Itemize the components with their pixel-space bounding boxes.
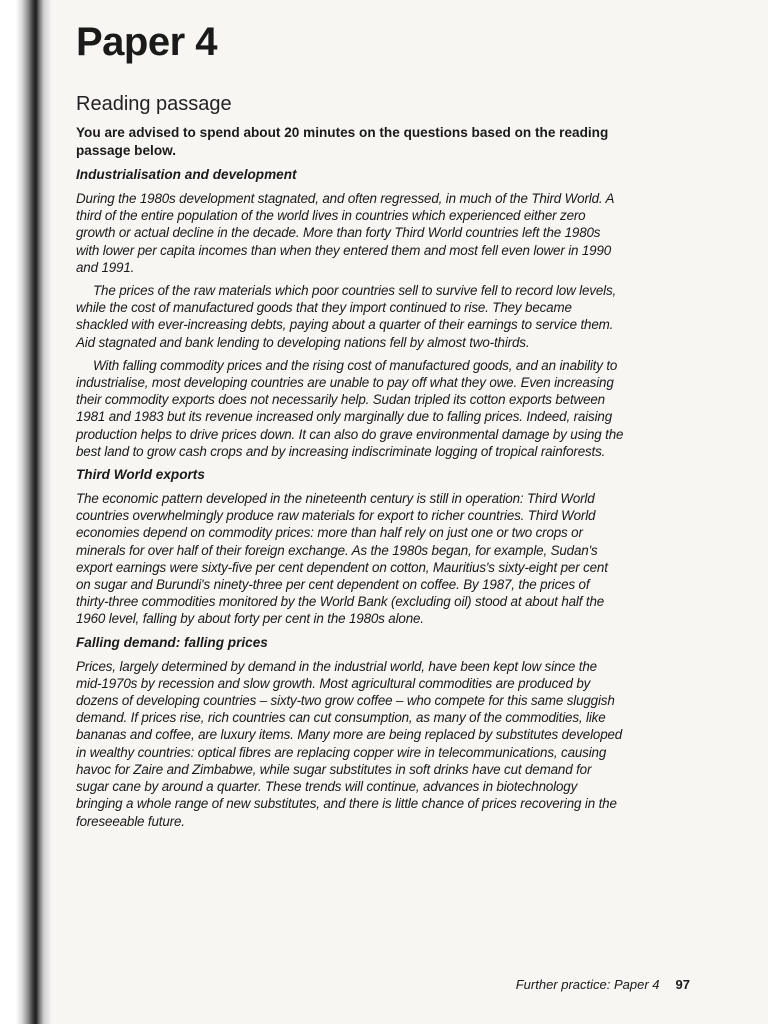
paragraph: The prices of the raw materials which poor countries sell to survive fell to record low levels, while the cost of manufactured goods that they import continued to rise. They became shackled with ever-increasing debts, paying about a quarter of their earnings to service them. Aid stagnated and bank lending to developing nations fell by almost two-thirds. [76,283,617,350]
footer-text: Further practice: Paper 4 [515,977,660,992]
section-industrialisation [76,166,624,460]
section-falling-demand [76,634,624,830]
section-third-world-exports [76,466,624,628]
page-footer [430,976,690,994]
section-title: Reading passage [76,93,232,115]
sub-heading: Third World exports [76,467,205,483]
sub-heading: Industrialisation and development [76,167,297,182]
instruction-text: You are advised to spend about 20 minutes on the questions based on the reading passage below. [76,125,609,158]
sub-heading: Falling demand: falling prices [76,634,268,650]
paragraph: During the 1980s development stagnated, and often regressed, in much of the Third World. A third of the entire population of the world lives in countries which experienced either zero growth or actual decline in the decade. More than forty Third World countries left the 1980s with lower per capita incomes than when they entered them and most fell even lower in 1990 and 1991. [76,191,614,275]
page-content [76,14,624,830]
paragraph: The economic pattern developed in the nineteenth century is still in operation: Third World countries overwhelmingly produce raw materials for export to richer countries. Third World economies depend on commodity prices: more than half rely on just one or two crops or minerals for over half of their foreign exchange. As the 1980s began, for example, Sudan's export earnings were sixty-five per cent dependent on cotton, Mauritius's sixty-eight per cent on sugar and Burundi's ninety-three per cent dependent on coffee. By 1987, the prices of thirty-three commodities monitored by the World Bank (excluding oil) stood at about half the 1960 level, falling by about forty per cent in the 1980s alone. [76,491,608,627]
book-spine-shadow [0,0,52,1024]
paragraph: Prices, largely determined by demand in the industrial world, have been kept low since the mid-1970s by recession and slow growth. Most agricultural commodities are produced by dozens of developing countries – sixty-two grow coffee – who compete for this same sluggish demand. If prices rise, rich countries can cut consumption, as many of the commodities, like bananas and coffee, are luxury items. Many more are being replaced by substitutes developed in wealthy countries: optical fibres are replacing copper wire in telecommunications, causing havoc for Zaire and Zimbabwe, while sugar substitutes in soft drinks have cut demand for sugar cane by around a quarter. These trends will continue, advances in biotechnology bringing a whole range of new substitutes, and there is little chance of prices recovering in the foreseeable future. [76,658,623,829]
page-number: 97 [675,977,690,992]
paper-title: Paper 4 [76,20,218,64]
paragraph: With falling commodity prices and the rising cost of manufactured goods, and an inability to industrialise, most developing countries are unable to pay off what they owe. Even increasing their commodity exports does not necessarily help. Sudan tripled its cotton exports between 1981 and 1983 but its revenue increased only marginally due to falling prices. Indeed, raising production helps to drive prices down. It can also do grave environmental damage by using the best land to grow cash crops and by increasing indiscriminate logging of tropical rainforests. [76,357,624,459]
